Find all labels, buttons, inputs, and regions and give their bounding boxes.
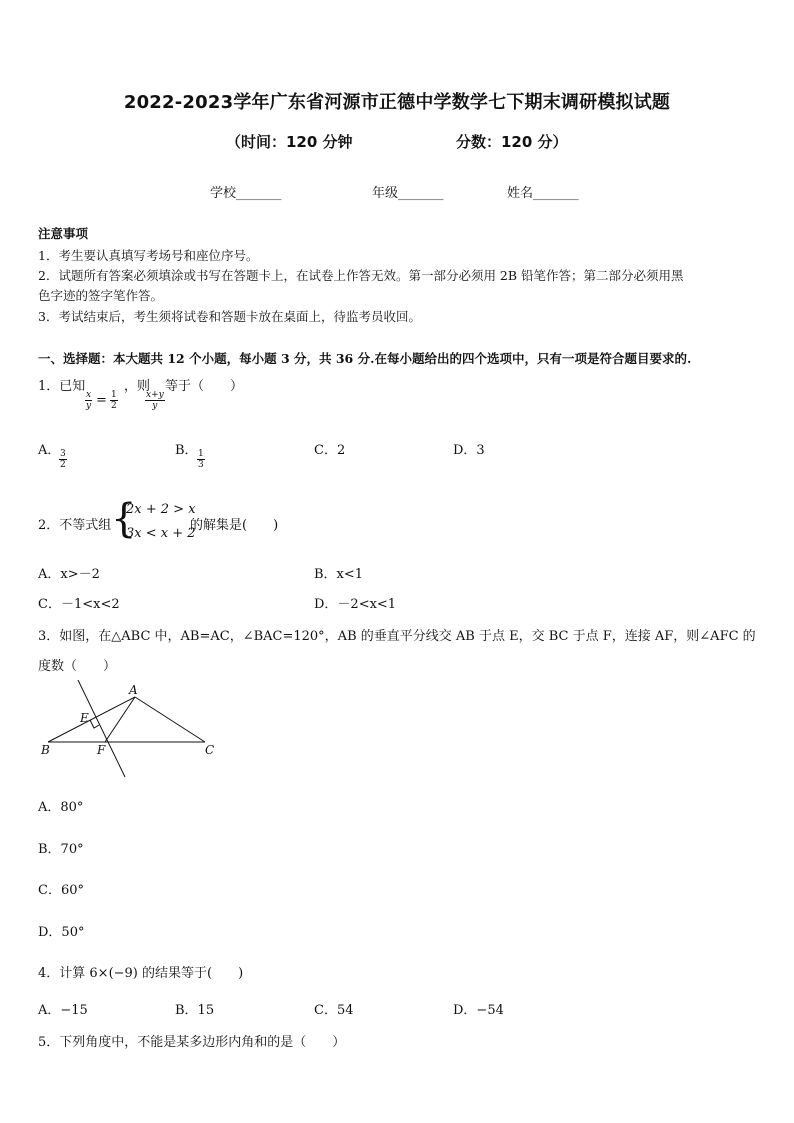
q1-given-lhs-den: y — [85, 401, 92, 411]
q3-stem-line-1: 3．如图，在△ABC 中，AB=AC，∠BAC=120°，AB 的垂直平分线交 AB 于点 E，交 BC 于点 F，连接 AF，则∠AFC 的 — [38, 629, 756, 644]
q3-option-d[interactable]: D．50° — [38, 925, 85, 940]
q1-equals: = — [96, 393, 107, 408]
notice-item: 2．试题所有答案必须填涂或书写在答题卡上，在试卷上作答无效。第一部分必须用 2B 铅笔作答；第二部分必须用黑 — [38, 268, 684, 283]
section-heading: 一、选择题：本大题共 12 个小题，每小题 3 分，共 36 分.在每小题给出的四个选项中，只有一项是符合题目要求的. — [38, 351, 692, 366]
q2-option-d[interactable]: D．－2<x<1 — [314, 597, 397, 612]
q3-option-a[interactable]: A．80° — [38, 800, 84, 815]
q1-target-den: y — [152, 401, 158, 411]
label-f: F — [97, 743, 106, 757]
q3-stem-line-2: 度数（ ） — [38, 659, 117, 674]
q1-option-a[interactable]: A． — [38, 443, 61, 458]
q2-ineq-2: 3x < x + 2 — [126, 526, 196, 541]
segment-ac — [135, 697, 205, 742]
label-e: E — [80, 711, 89, 725]
notice-item: 3．考试结束后，考生须将试卷和答题卡放在桌面上，待监考员收回。 — [38, 309, 421, 324]
segment-af — [105, 697, 135, 742]
q1-stem-start: 1．已知 — [38, 379, 86, 394]
q1-option-b-frac — [197, 449, 205, 470]
q2-stem-end: 的解集是( ) — [190, 518, 279, 533]
q1-stem-mid: ，则 — [124, 379, 151, 394]
q1-option-b-den: 3 — [198, 460, 204, 470]
segment-ab — [48, 697, 135, 742]
label-b: B — [41, 743, 50, 757]
q2-brace: { — [111, 496, 137, 542]
q1-given-rhs-num: 1 — [111, 390, 117, 400]
q1-option-b[interactable]: B． — [175, 443, 198, 458]
q3-triangle-figure — [38, 680, 228, 785]
q5-stem: 5．下列角度中，不能是某多边形内角和的是（ ） — [38, 1035, 346, 1050]
q4-stem: 4．计算 6×(−9) 的结果等于( ) — [38, 966, 244, 981]
q1-given-lhs-num: x — [86, 390, 92, 400]
q4-option-c[interactable]: C．54 — [314, 1003, 354, 1018]
q2-option-a[interactable]: A．x>－2 — [38, 567, 100, 582]
label-a: A — [129, 683, 138, 697]
q2-option-b[interactable]: B．x<1 — [314, 567, 364, 582]
q1-option-b-num: 1 — [198, 449, 204, 459]
notice-item: 1．考生要认真填写考场号和座位序号。 — [38, 248, 259, 263]
label-c: C — [205, 743, 215, 757]
q1-option-a-frac — [59, 449, 67, 470]
notice-item: 色字迹的签字笔作答。 — [38, 288, 164, 303]
total-score: 分数：120 分） — [456, 133, 568, 151]
school-field[interactable]: 学校_______ — [210, 186, 282, 201]
q4-option-d[interactable]: D．−54 — [453, 1003, 504, 1018]
q1-given-rhs-den: 2 — [111, 401, 117, 411]
grade-field[interactable]: 年级_______ — [372, 186, 444, 201]
q1-option-a-den: 2 — [60, 460, 66, 470]
notice-heading: 注意事项 — [38, 226, 89, 241]
q1-target-num: x+y — [146, 390, 164, 400]
perpendicular-bisector — [78, 680, 125, 777]
name-field[interactable]: 姓名_______ — [507, 186, 579, 201]
q2-option-c[interactable]: C．－1<x<2 — [38, 597, 120, 612]
q3-option-c[interactable]: C．60° — [38, 883, 84, 898]
q1-target — [145, 390, 165, 411]
q1-option-d[interactable]: D．3 — [453, 443, 485, 458]
q4-option-a[interactable]: A．−15 — [38, 1003, 88, 1018]
q1-option-c[interactable]: C．2 — [314, 443, 346, 458]
q1-given-rhs — [110, 390, 118, 411]
q2-stem-start: 2．不等式组 — [38, 518, 112, 533]
q1-option-a-num: 3 — [60, 449, 66, 459]
q1-stem-end: 等于（ ） — [165, 379, 244, 394]
time-limit: （时间：120 分钟 — [226, 133, 353, 151]
page-title: 2022-2023学年广东省河源市正德中学数学七下期末调研模拟试题 — [123, 92, 671, 113]
q2-ineq-1: 2x + 2 > x — [126, 502, 196, 517]
q3-option-b[interactable]: B．70° — [38, 842, 84, 857]
q1-given-lhs — [85, 390, 92, 411]
q4-option-b[interactable]: B．15 — [175, 1003, 215, 1018]
